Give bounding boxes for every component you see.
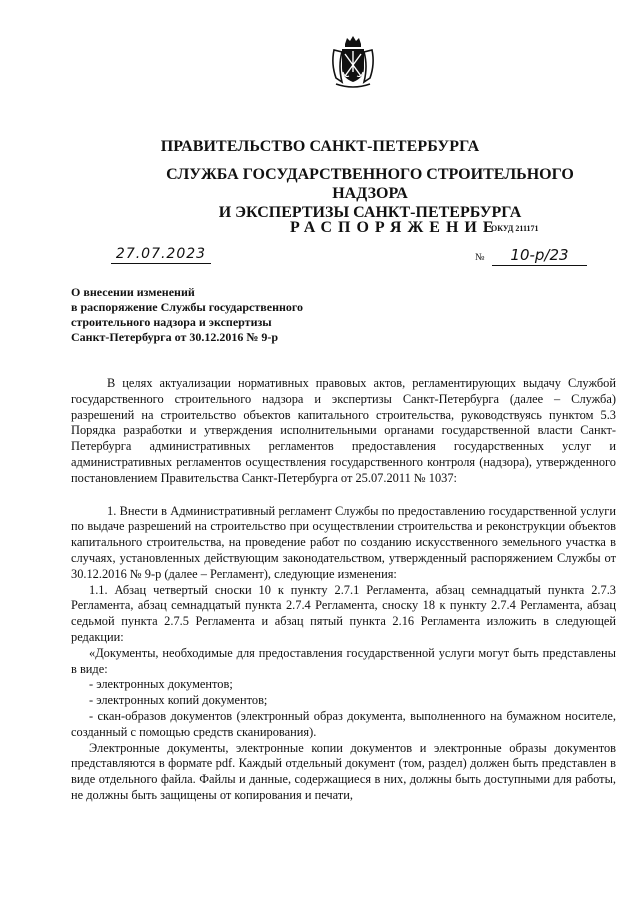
body-paragraph: 1.1. Абзац четвертый сноски 10 к пункту 2.7.1 Регламента, абзац семнадцатый пункта 2.7.3 Регламента, абзац семнадцатый пункта 2.7.4 Регламента, сноску 18 к пункту 2.7.4 Регламента, абзац седьмой пункта 2.7.5 Регламента и абзац пятый пункта 2.16 Регламента изложить в следующей редакции: [71,582,616,644]
body-paragraph: 1. Внести в Административный регламент Службы по предоставлению государственной услуги по выдаче разрешений на строительство при осуществлении строительства и реконструкции объектов капитального строительства, на проведение работ по созданию искусственного земельного участка в случаях, установленных действующим законодательством, утвержденный распоряжением Службы от 30.12.2016 № 9-р (далее – Регламент), следующие изменения: [71,503,616,581]
body-paragraph: Электронные документы, электронные копии документов и электронные образы документов представляются в формате pdf. Каждый отдельный документ (том, раздел) должен быть представлен в виде отдельного файла. Файлы и данные, содержащиеся в них, должны быть доступными для работы, не должны быть защищены от копирования и печати, [71,740,616,802]
document-number: 10-р/23 [492,246,587,266]
subject-line: в распоряжение Службы государственного [71,300,304,314]
list-item: - электронных документов; [89,677,233,692]
government-title: ПРАВИТЕЛЬСТВО САНКТ-ПЕТЕРБУРГА [160,138,480,155]
document-body [71,376,616,804]
list-item: - скан-образов документов (электронный образ документа, выполненного на бумажном носителе, созданный с помощью средств сканирования). [71,708,616,739]
service-title [130,165,610,222]
subject-line: строительного надзора и экспертизы [71,315,272,329]
body-paragraph: «Документы, необходимые для предоставления государственной услуги могут быть представлены в виде: [71,645,616,676]
body-paragraph: В целях актуализации нормативных правовых актов, регламентирующих выдачу Службой государственного строительного надзора и экспертизы Санкт-Петербурга (далее – Служба) разрешений на строительство объектов капитального строительства, руководствуясь пунктом 5.3 Порядка разработки и утверждения исполнительными органами государственной власти Санкт-Петербурга административных регламентов предоставления государственных услуг и административных регламентов осуществления государственного контроля (надзора), утвержденного постановлением Правительства Санкт-Петербурга от 25.07.2011 № 1037: [71,376,616,485]
service-title-line: СЛУЖБА ГОСУДАРСТВЕННОГО СТРОИТЕЛЬНОГО НАДЗОРА [166,166,574,202]
subject-line: Санкт-Петербурга от 30.12.2016 № 9-р [71,330,279,344]
service-title-line: И ЭКСПЕРТИЗЫ САНКТ-ПЕТЕРБУРГА [218,204,522,221]
subject-line: О внесении изменений [71,285,195,299]
document-subject [71,285,371,345]
document-type: РАСПОРЯЖЕНИЕ [290,219,500,236]
coat-of-arms-icon [328,32,378,92]
document-date: 27.07.2023 [111,246,211,264]
list-item: - электронных копий документов; [89,693,268,708]
number-sign: № [475,252,485,263]
okud-code: ОКУД 211171 [491,224,539,233]
